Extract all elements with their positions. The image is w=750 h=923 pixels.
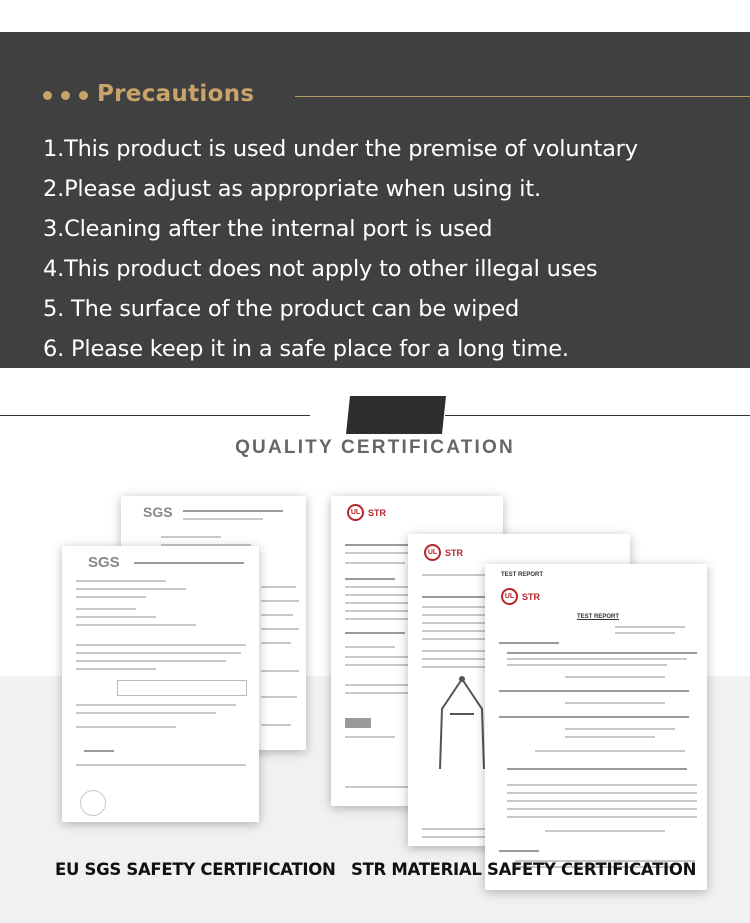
str-test-report-front [485,564,707,890]
ul-logo-icon: UL STR [501,588,540,605]
test-report-label: TEST REPORT [501,572,544,578]
precaution-item: 4.This product does not apply to other illegal uses [43,256,598,282]
precautions-panel [0,32,750,368]
test-report-heading: TEST REPORT [577,614,620,620]
ul-logo-icon: UL STR [347,504,386,521]
heading-divider-right [445,415,750,416]
sgs-certificate-front [62,546,259,822]
precautions-title: Precautions [97,81,255,107]
heading-divider-left [0,415,310,416]
sgs-logo: SGS [143,504,173,520]
precaution-item: 1.This product is used under the premise of voluntary [43,136,638,162]
certification-heading: QUALITY CERTIFICATION [235,437,515,458]
decorative-dots-icon [43,91,88,100]
precaution-item: 2.Please adjust as appropriate when using it. [43,176,541,202]
heading-badge [346,396,446,434]
title-divider [295,96,750,97]
precaution-item: 3.Cleaning after the internal port is used [43,216,493,242]
sgs-caption: EU SGS SAFETY CERTIFICATION [55,860,336,879]
ul-logo-icon: UL STR [424,544,463,561]
precautions-list [43,129,638,369]
product-illustration-icon [432,674,492,774]
precaution-item: 6. Please keep it in a safe place for a long time. [43,336,569,362]
str-caption: STR MATERIAL SAFETY CERTIFICATION [351,860,697,879]
sgs-logo: SGS [88,554,120,571]
precaution-item: 5. The surface of the product can be wiped [43,296,520,322]
